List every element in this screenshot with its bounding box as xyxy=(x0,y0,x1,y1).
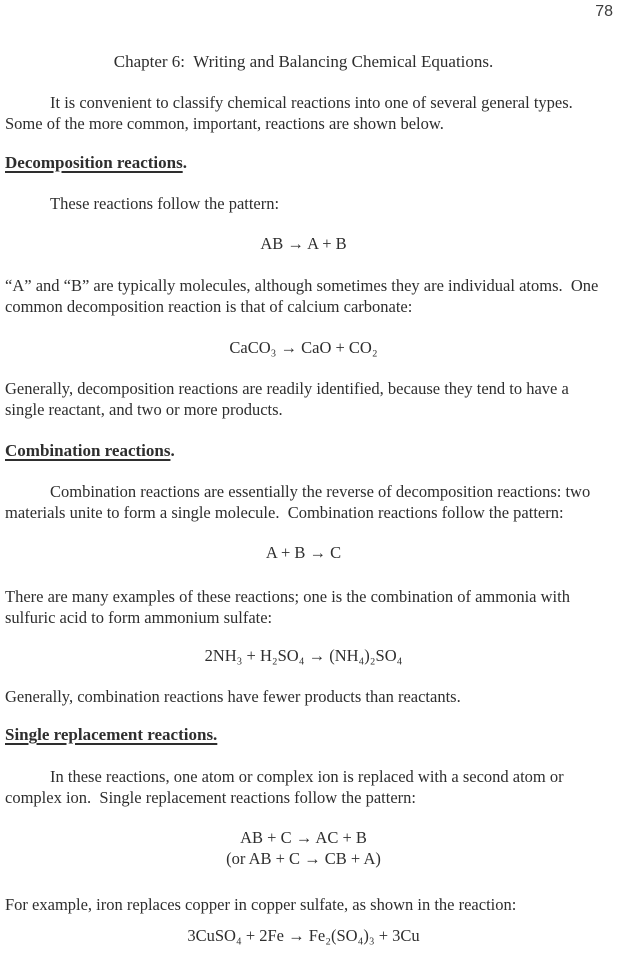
equation-calcium-carbonate: CaCO₃ → CaO + CO₂ xyxy=(229,338,378,357)
single-replacement-example-intro: For example, iron replaces copper in copper sulfate, as shown in the reaction: xyxy=(5,895,517,914)
equation-combination-pattern: A + B → C xyxy=(265,543,342,562)
decomposition-summary: Generally, decomposition reactions are readily identified, because they tend to have a single reactant, and two or more products. xyxy=(5,379,573,419)
combination-summary: Generally, combination reactions have fewer products than reactants. xyxy=(5,687,461,706)
equation-decomposition-pattern: AB → A + B xyxy=(260,234,347,253)
heading-decomposition-reactions xyxy=(5,152,602,173)
equation-ammonium-sulfate: 2NH₃ + H₂SO₄ → (NH₄)₂SO₄ xyxy=(204,646,403,665)
equation-single-replacement-pattern-line2: (or AB + C → CB + A) xyxy=(226,849,381,868)
decomposition-pattern-intro: These reactions follow the pattern: xyxy=(50,194,280,213)
heading-single-replacement-reactions xyxy=(5,724,602,745)
page-title: Chapter 6: Writing and Balancing Chemical Equations. xyxy=(113,52,494,71)
combination-intro: Combination reactions are essentially the reverse of decomposition reactions: two materials unite to form a single molecule. Combination reactions follow the pattern: xyxy=(5,482,595,522)
combination-examples: There are many examples of these reactions; one is the combination of ammonia with sulfuric acid to form ammonium sulfate: xyxy=(5,587,575,627)
equation-copper-sulfate-iron: 3CuSO₄ + 2Fe → Fe₂(SO₄)₃ + 3Cu xyxy=(187,926,420,945)
intro-paragraph: It is convenient to classify chemical reactions into one of several general types. Some of the more common, important, reactions are shown below. xyxy=(5,93,582,133)
heading-period: . xyxy=(182,153,187,172)
heading-underlined-text: Decomposition reactions xyxy=(5,153,183,172)
heading-underlined-text: Single replacement reactions. xyxy=(5,725,218,744)
equation-single-replacement-pattern-line1: AB + C → AC + B xyxy=(240,828,367,847)
heading-period: . xyxy=(170,441,175,460)
decomposition-explanation: “A” and “B” are typically molecules, although sometimes they are individual atoms. One common decomposition reaction is that of calcium carbonate: xyxy=(5,276,603,316)
heading-combination-reactions xyxy=(5,440,602,461)
single-replacement-intro: In these reactions, one atom or complex ion is replaced with a second atom or complex ion. Single replacement reactions follow the pattern: xyxy=(5,767,568,807)
heading-underlined-text: Combination reactions xyxy=(5,441,171,460)
page-number: 78 xyxy=(595,3,613,20)
